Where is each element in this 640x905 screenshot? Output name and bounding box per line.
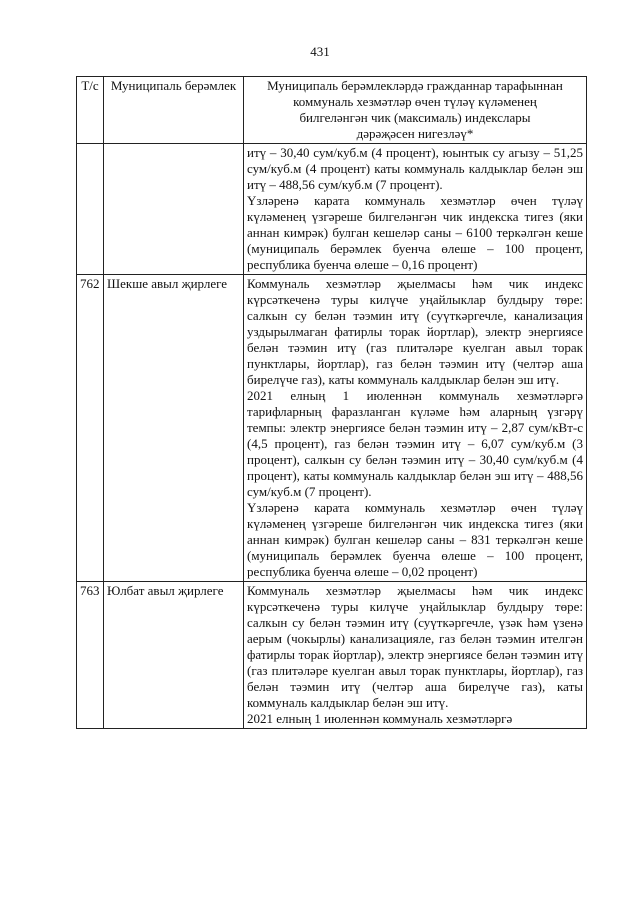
row-municipality: Юлбат авыл җирлеге — [104, 582, 244, 729]
row-paragraph: Коммуналь хезмәтләр җыелмасы һәм чик индекс күрсәткеченә туры килүче уңайлыклар булдыру төре: салкын су белән тәэмин итү (суүткәргечле, үзәк һәм үзенә аерым (чокырлы) канализацияле, газ белән тәэмин ителгән фатирлы торак йортлар), электр энергиясе белән тәэмин итү (газ плитәләре куелган авыл торак пунктлары, йортлар), газ белән тәэмин итү (челтәр аша бирелүче газ), каты коммуналь калдыклар белән эш итү. — [247, 583, 583, 710]
row-paragraph: Коммуналь хезмәтләр җыелмасы һәм чик индекс күрсәткеченә туры килүче уңайлыклар булдыру төре: салкын су белән тәэмин итү (суүткәргечле, канализация уздырылмаган фатирлы торак йортлар), электр энергиясе белән тәэмин итү (газ плитәләре куелган авыл торак пунктлары, йортлар), газ белән тәэмин итү (челтәр аша бирелүче газ), каты коммуналь калдыклар белән эш итү. — [247, 276, 583, 387]
header-description — [244, 77, 587, 144]
header-description-line: коммуналь хезмәтләр өчен түләү күләменең — [293, 94, 537, 109]
row-paragraph: Үзләренә карата коммуналь хезмәтләр өчен түләү күләменең үзгәреше билгеләнгән чик индекска тигез (яки аннан кимрәк) булган кешеләр саны – 831 теркәлгән кеше (муниципаль берәмлек буенча өлеше – 100 процент, республика буенча өлеше – 0,02 процент) — [247, 500, 583, 579]
page-number: 431 — [310, 44, 330, 59]
row-paragraph: 2021 елның 1 июленнән коммуналь хезмәтләргә — [247, 711, 513, 726]
header-description-line: Муниципаль берәмлекләрдә гражданнар тарафыннан — [267, 78, 563, 93]
row-description — [244, 275, 587, 582]
header-municipality: Муниципаль берәмлек — [104, 77, 244, 144]
row-num: 762 — [77, 275, 104, 582]
row-paragraph: итү – 30,40 сум/куб.м (4 процент), юынтык су агызу – 51,25 сум/куб.м (4 процент) каты коммуналь калдыклар белән эш итү – 488,56 сум/куб.м (7 процент). — [247, 145, 583, 192]
table-row — [77, 275, 587, 582]
row-paragraph: Үзләренә карата коммуналь хезмәтләр өчен түләү күләменең үзгәреше билгеләнгән чик индекска тигез (яки аннан кимрәк) булган кешеләр саны – 6100 теркәлгән кеше (муниципаль берәмлек буенча өлеше – 100 процент, республика буенча өлеше – 0,16 процент) — [247, 193, 583, 272]
row-paragraph: 2021 елның 1 июленнән коммуналь хезмәтләргә тарифларның фаразланган күләме һәм аларның үзгәрү темпы: электр энергиясе белән тәэмин итү – 2,87 сум/кВт-с (4,5 процент), газ белән тәэмин итү – 6,07 сум/куб.м (3 процент), салкын су белән тәэмин итү – 30,40 сум/куб.м (4 процент), каты коммуналь калдыклар белән эш итү – 488,56 сум/куб.м (7 процент). — [247, 388, 583, 499]
table-header-row — [77, 77, 587, 144]
row-description — [244, 144, 587, 275]
row-num: 763 — [77, 582, 104, 729]
tariff-index-table — [76, 76, 587, 729]
header-description-line: билгеләнгән чик (максималь) индекслары — [299, 110, 531, 125]
row-municipality — [104, 144, 244, 275]
row-municipality: Шекше авыл җирлеге — [104, 275, 244, 582]
row-num — [77, 144, 104, 275]
row-description — [244, 582, 587, 729]
header-num: Т/с — [77, 77, 104, 144]
table-row — [77, 144, 587, 275]
table-row — [77, 582, 587, 729]
header-description-line: дәрәҗәсен нигезләү* — [356, 126, 474, 141]
